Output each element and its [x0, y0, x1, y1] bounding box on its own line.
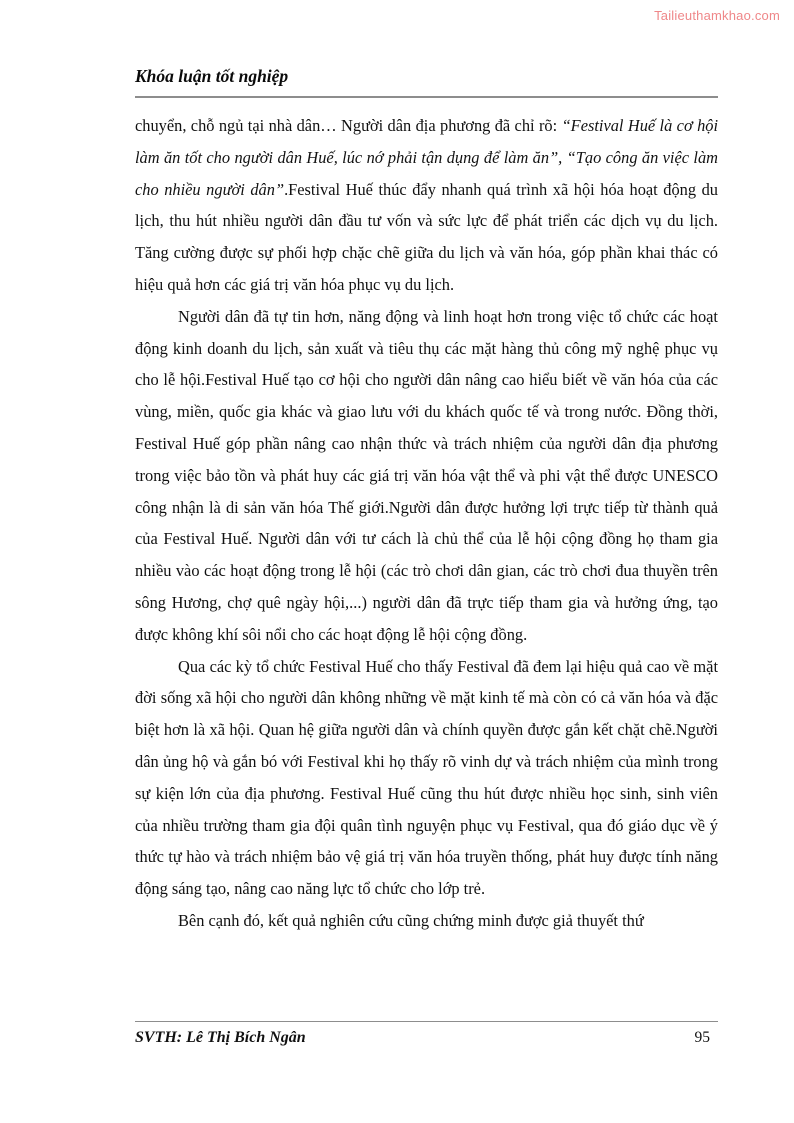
paragraph	[135, 905, 718, 937]
text-segment: Bên cạnh đó, kết quả nghiên cứu cũng chứng minh được giả thuyết thứ	[178, 910, 644, 930]
header-title: Khóa luận tốt nghiệp	[135, 66, 718, 98]
footer-author: SVTH: Lê Thị Bích Ngân	[135, 1029, 306, 1046]
watermark-text: Tailieuthamkhao.com	[654, 8, 780, 23]
page-content	[135, 66, 718, 937]
text-segment: chuyển, chỗ ngủ tại nhà dân… Người dân địa phương đã chỉ rõ:	[135, 116, 562, 135]
paragraph	[135, 651, 718, 905]
page-number: 95	[694, 1029, 710, 1046]
text-segment: “Festival Huế là cơ hội làm ăn tốt cho người dân Huế, lúc nớ phải tận dụng để làm ăn”, “Tạo công ăn việc làm cho nhiều người dân”	[135, 116, 719, 199]
paragraph	[135, 301, 718, 651]
text-segment: Qua các kỳ tổ chức Festival Huế cho thấy Festival đã đem lại hiệu quả cao về mặt đời sống xã hội cho người dân không những về mặt kinh tế mà còn có cả văn hóa và đặc biệt hơn là xã hội. Quan hệ giữa người dân và chính quyền được gắn kết chặt chẽ.Người dân ủng hộ và gắn bó với Festival khi họ thấy rõ vinh dự và trách nhiệm của mình trong sự kiện lớn của địa phương. Festival Huế cũng thu hút được nhiều học sinh, sinh viên của nhiều trường tham gia đội quân tình nguyện phục vụ Festival, qua đó giáo dục về ý thức tự hào và trách nhiệm bảo vệ giá trị văn hóa truyền thống, phát huy được tính năng động sáng tạo, nâng cao năng lực tổ chức cho lớp trẻ.	[135, 656, 718, 899]
text-segment: .Festival Huế thúc đẩy nhanh quá trình xã hội hóa hoạt động du lịch, thu hút nhiều người dân đầu tư vốn và sức lực để phát triển các dịch vụ du lịch. Tăng cường được sự phối hợp chặc chẽ giữa du lịch và văn hóa, góp phần khai thác có hiệu quả hơn các giá trị văn hóa phục vụ du lịch.	[135, 179, 718, 294]
page-footer	[135, 1021, 718, 1047]
paragraph	[135, 110, 718, 301]
document-body	[135, 110, 718, 937]
text-segment: Người dân đã tự tin hơn, năng động và linh hoạt hơn trong việc tổ chức các hoạt động kinh doanh du lịch, sản xuất và tiêu thụ các mặt hàng thủ công mỹ nghệ phục vụ cho lễ hội.Festival Huế tạo cơ hội cho người dân nâng cao hiểu biết về văn hóa của các vùng, miền, quốc gia khác và giao lưu với du khách quốc tế và trong nước. Đồng thời, Festival Huế góp phần nâng cao nhận thức và trách nhiệm của người dân địa phương trong việc bảo tồn và phát huy các giá trị văn hóa vật thể và phi vật thể được UNESCO công nhận là di sản văn hóa Thế giới.Người dân được hưởng lợi trực tiếp từ thành quả của Festival Huế. Người dân với tư cách là chủ thể của lễ hội cộng đồng họ tham gia nhiều vào các hoạt động trong lễ hội (các trò chơi dân gian, các trò chơi đua thuyền trên sông Hương, chợ quê ngày hội,...) người dân đã trực tiếp tham gia và hưởng ứng, tạo được không khí sôi nổi cho các hoạt động lễ hội cộng đồng.	[135, 306, 718, 644]
